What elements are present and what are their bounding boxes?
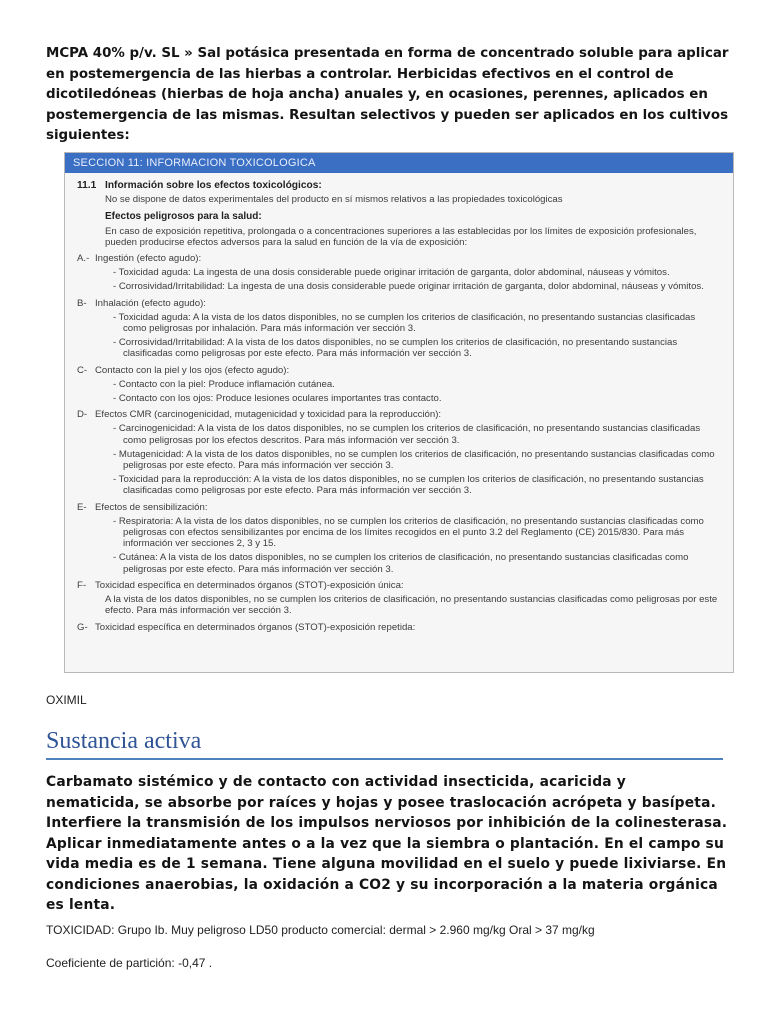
health-effects-title: Efectos peligrosos para la salud: [105,211,262,223]
category-d [77,409,719,420]
intro-line: en postemergencia de las hierbas a controlar. Herbicidas efectivos en el control de [46,66,674,82]
paragraph-line: vida media es de 1 semana. Tiene alguna movilidad en el suelo y puede lixiviarse. En [46,856,727,872]
category-a [77,253,719,264]
category-b [77,298,719,309]
paragraph-line: Carbamato sistémico y de contacto con actividad insecticida, acaricida y [46,774,627,790]
no-data-text: No se dispone de datos experimentales del producto en sí mismos relativos a las propiedades toxicológicas [105,194,563,206]
product-name: OXIMIL [46,693,87,707]
exposure-intro-text: En caso de exposición repetitiva, prolongada o a concentraciones superiores a las establecidas por los límites de exposición profesionales, pueden producirse efectos adversos para la salud en función de la vía de exposición: [105,225,697,248]
sds-section-image [64,152,734,673]
subsection-heading [77,180,719,191]
category-letter: D- [77,409,88,421]
section-heading: Sustancia activa [46,726,723,760]
sds-body [65,173,733,633]
category-title: Efectos CMR (carcinogenicidad, mutagenicidad y toxicidad para la reproducción): [95,409,442,421]
list-item: - Toxicidad aguda: La ingesta de una dosis considerable puede originar irritación de garganta, dolor abdominal, náuseas y vómitos. [113,267,670,279]
paragraph-line: Aplicar inmediatamente antes o a la vez que la siembra o plantación. En el campo su [46,835,724,852]
category-letter: F- [77,579,87,591]
list-item: - Carcinogenicidad: A la vista de los datos disponibles, no se cumplen los criterios de clasificación, no presentando sustancias clasificadas como peligrosas por los efectos descritos. Para más información ver sección 3. [113,423,701,446]
list-item: - Respiratoria: A la vista de los datos disponibles, no se cumplen los criterios de clasificación, no presentando sustancias clasificadas como peligrosas con efectos sensibilizantes por encima de los límites recogidos en el punto 3.2 del Reglamento (CE) 2015/830. Para más información ver secciones 2, 3 y 15. [113,515,704,550]
intro-paragraph [46,44,732,147]
category-title: Ingestión (efecto agudo): [95,253,202,265]
list-item: - Cutánea: A la vista de los datos disponibles, no se cumplen los criterios de clasificación, no presentando sustancias clasificadas como peligrosas por este efecto. Para más información ver sección 3. [113,552,689,575]
category-letter: A.- [77,253,90,265]
intro-line: postemergencia de las mismas. Resultan selectivos y pueden ser aplicados en los cultivos [46,107,729,123]
category-title: Contacto con la piel y los ojos (efecto agudo): [95,364,290,376]
subsection-title: Información sobre los efectos toxicológicos: [105,180,322,191]
list-item: - Contacto con la piel: Produce inflamación cutánea. [113,378,335,390]
paragraph-line: es lenta. [46,897,116,913]
paragraph-line: condiciones anaerobias, la oxidación a CO2 y su incorporación a la materia orgánica [46,876,718,893]
intro-line: siguientes: [46,128,130,143]
category-title: Toxicidad específica en determinados órganos (STOT)-exposición repetida: [95,621,416,633]
intro-line: MCPA 40% p/v. SL » Sal potásica presentada en forma de concentrado soluble para aplicar [46,46,729,61]
category-title: Inhalación (efecto agudo): [95,297,206,309]
sds-section-header: SECCION 11: INFORMACION TOXICOLOGICA [65,153,733,173]
category-letter: C- [77,364,88,376]
partition-coefficient-text: Coeficiente de partición: -0,47 . [46,956,213,970]
category-f-text: A la vista de los datos disponibles, no se cumplen los criterios de clasificación, no presentando sustancias clasificadas como peligrosas por este efecto. Para más información ver sección 3. [105,594,718,617]
category-letter: E- [77,501,87,513]
category-c [77,365,719,376]
description-paragraph [46,772,732,916]
category-e [77,502,719,513]
category-title: Efectos de sensibilización: [95,501,208,513]
paragraph-line: nematicida, se absorbe por raíces y hojas y posee traslocación acrópeta y basípeta. [46,794,717,811]
list-item: - Toxicidad aguda: A la vista de los datos disponibles, no se cumplen los criterios de clasificación, no presentando sustancias clasificadas como peligrosas por inhalación. Para más información ver sección 3. [113,311,696,335]
category-f [77,580,719,591]
list-item: - Corrosividad/Irritabilidad: La ingesta de una dosis considerable puede originar irritación de garganta, dolor abdominal, náuseas y vómitos. [113,281,704,293]
list-item: - Corrosividad/Irritabilidad: A la vista de los datos disponibles, no se cumplen los criterios de clasificación, no presentando sustancias clasificadas como peligrosas por este efecto. Para más información ver sección 3. [113,337,678,360]
category-title: Toxicidad específica en determinados órganos (STOT)-exposición única: [95,579,404,591]
list-item: - Contacto con los ojos: Produce lesiones oculares importantes tras contacto. [113,393,442,405]
category-letter: B- [77,297,87,309]
toxicity-text: TOXICIDAD: Grupo Ib. Muy peligroso LD50 producto comercial: dermal > 2.960 mg/kg Oral > 37 mg/kg [46,923,595,937]
list-item: - Mutagenicidad: A la vista de los datos disponibles, no se cumplen los criterios de clasificación, no presentando sustancias clasificadas como peligrosas por este efecto. Para más información ver sección 3. [113,448,715,472]
paragraph-line: Interfiere la transmisión de los impulsos nerviosos por inhibición de la colinesterasa. [46,815,728,831]
intro-line: dicotiledóneas (hierbas de hoja ancha) anuales y, en ocasiones, perennes, aplicados en [46,87,708,102]
subsection-number: 11.1 [77,180,97,191]
category-g [77,622,719,633]
category-letter: G- [77,621,88,633]
list-item: - Toxicidad para la reproducción: A la vista de los datos disponibles, no se cumplen los criterios de clasificación, no presentando sustancias clasificadas como peligrosas por este efecto. Para más información ver sección 3. [113,474,704,497]
